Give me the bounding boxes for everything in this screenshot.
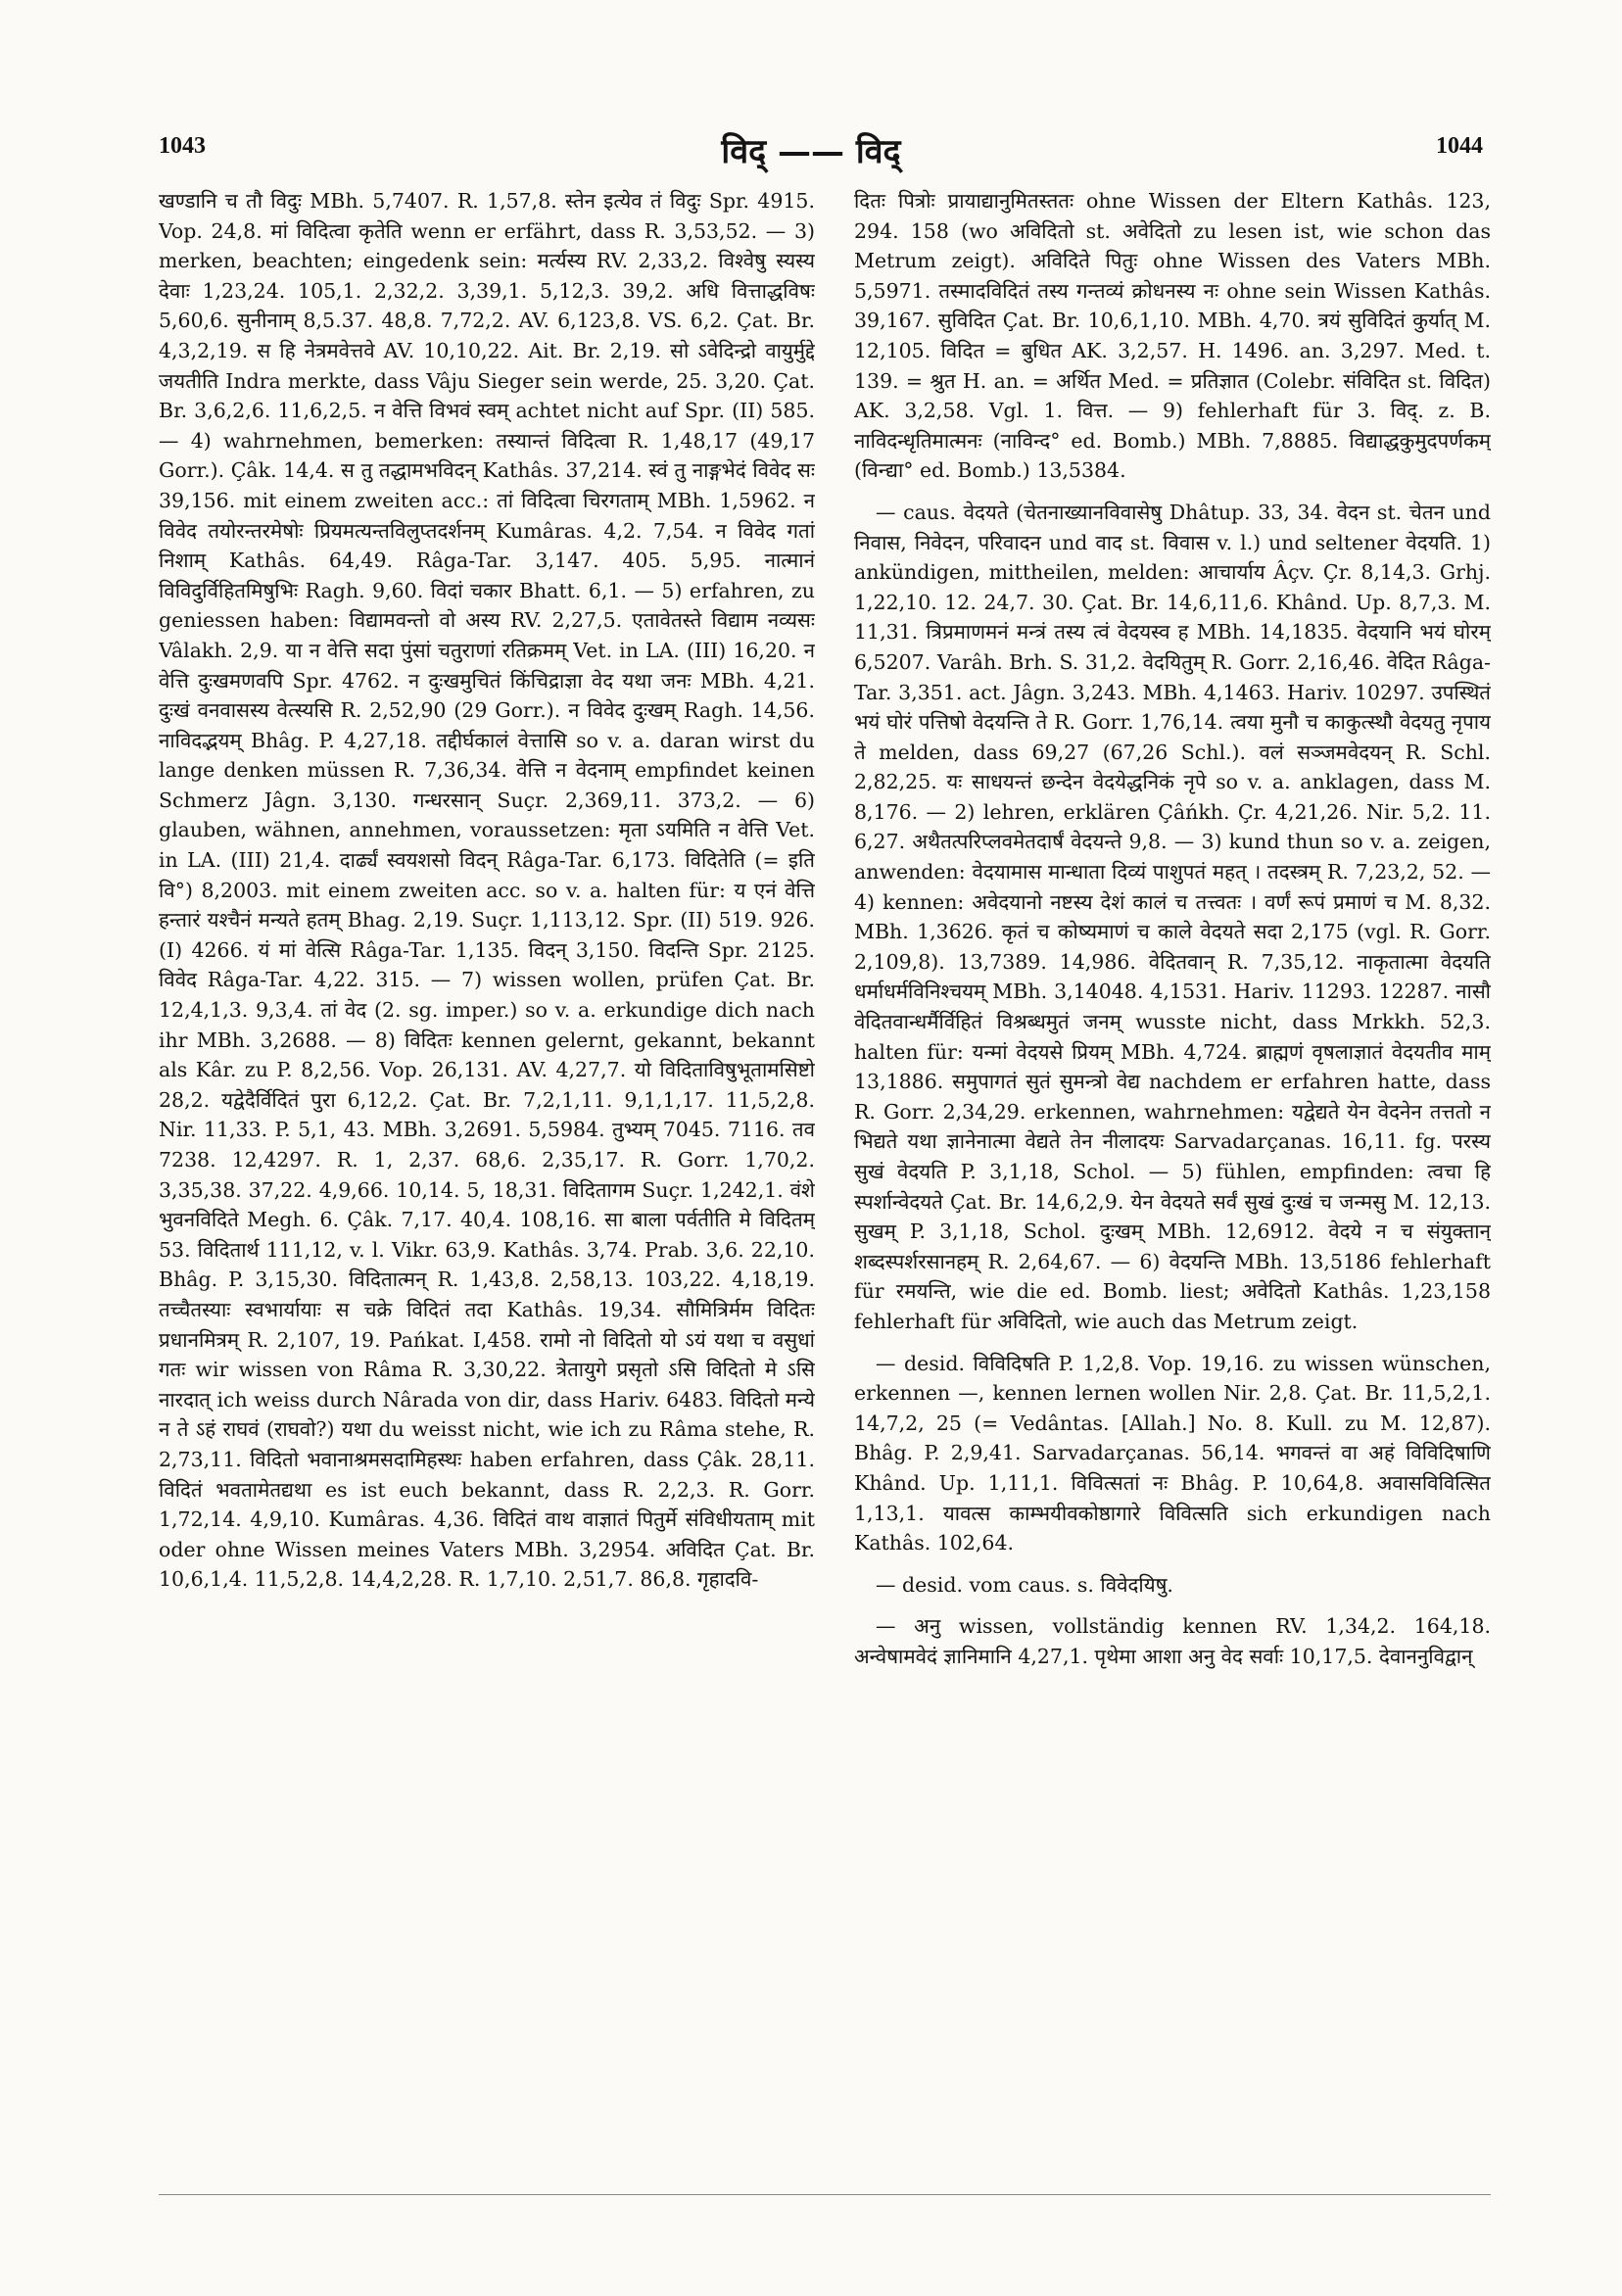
running-head: विद् —— विद् xyxy=(721,132,901,171)
page-number-left: 1043 xyxy=(159,133,206,159)
anu-entry: — अनु wissen, vollständig kennen RV. 1,34,2. 164,18. अन्वेषामवेदं ज्ञानिमानि 4,27,1. पृथेमा आशा अनु वेद सर्वाः 10,17,5. देवाननुविद्वान् xyxy=(854,1614,1491,1668)
causative-entry: — caus. वेदयते (चेतनाख्यानविवासेषु Dhâtup. 33, 34. वेदन st. चेतन und निवास, निवेदन, परिवादन und वाद st. विवास v. l.) und seltener वेदयति. 1) ankündigen, mittheilen, melden: आचार्याय Âçv. Çr. 8,14,3. Grhj. 1,22,10. 12. 24,7. 30. Çat. Br. 14,6,11,6. Khând. Up. 8,7,3. M. 11,31. त्रिप्रमाणमनं मन्त्रं तस्य त्वं वेदयस्व ह MBh. 14,1835. वेदयानि भयं घोरम् 6,5207. Varâh. Brh. S. 31,2. वेदयितुम् R. Gorr. 2,16,46. वेदित Râga-Tar. 3,351. act. Jâgn. 3,243. MBh. 4,1463. Hariv. 10297. उपस्थितं भयं घोरं पत्तिषो वेदयन्ति ते R. Gorr. 1,76,14. त्वया मुनौ च काकुत्स्थौ वेदयतु नृपाय ते melden, dass 69,27 (67,26 Schl.). वलं सञ्जमवेदयन् R. Schl. 2,82,25. यः साधयन्तं छन्देन वेदयेद्धनिकं नृपे so v. a. anklagen, dass M. 8,176. — 2) lehren, erklären Çâńkh. Çr. 4,21,26. Nir. 5,2. 11. 6,27. अथैतत्परिप्लवमेतदार्षं वेदयन्ते 9,8. — 3) kund thun so v. a. zeigen, anwenden: वेदयामास मान्धाता दिव्यं पाशुपतं महत् । तदस्त्रम् R. 7,23,2, 52. — 4) kennen: अवेदयानो नष्टस्य देशं कालं च तत्त्वतः । वर्णं रूपं प्रमाणं च M. 8,32. MBh. 1,3626. कृतं च कोष्यमाणं च काले वेदयते सदा 2,175 (vgl. R. Gorr. 2,109,8). 13,7389. 14,986. वेदितवान् R. 7,35,12. नाकृतात्मा वेदयति धर्माधर्मविनिश्चयम् MBh. 3,14048. 4,1531. Hariv. 11293. 12287. नासौ वेदितवान्धर्मैर्विहितं विश्रब्धमुतं जनम् wusste nicht, dass Mrkkh. 52,3. halten für: यन्मां वेदयसे प्रियम् MBh. 4,724. ब्राह्मणं वृषलाज्ञातं वेदयतीव माम् 13,1886. समुपागतं सुतं सुमन्त्रो वेद्य nachdem er erfahren hatte, dass R. Gorr. 2,34,29. erkennen, wahrnehmen: यद्वेद्यते येन वेदनेन तत्ततो न भिद्यते यथा ज्ञानेनात्मा वेद्यते तेन नीलादयः Sarvadarçanas. 16,11. fg. परस्य सुखं वेदयति P. 3,1,18, Schol. — 5) fühlen, empfinden: त्वचा हि स्पर्शान्वेदयते Çat. Br. 14,6,2,9. येन वेदयते सर्वं सुखं दुःखं च जन्मसु M. 12,13. सुखम् P. 3,1,18, Schol. दुःखम् MBh. 12,6912. वेदये न च संयुक्तान् शब्दस्पर्शरसानहम् R. 2,64,67. — 6) वेदयन्ति MBh. 13,5186 fehlerhaft für रमयन्ति, wie die ed. Bomb. liest; अवेदितो Kathâs. 1,23,158 fehlerhaft für अविदितो, wie auch das Metrum zeigt. xyxy=(854,500,1491,1333)
page-number-right: 1044 xyxy=(1436,133,1483,159)
left-column xyxy=(159,186,815,2184)
left-paragraph: खण्डानि च तौ विदुः MBh. 5,7407. R. 1,57,8. स्तेन इत्येव तं विदुः Spr. 4915. Vop. 24,8. मां विदित्वा कृतेति wenn er erfährt, dass R. 3,53,52. — 3) merken, beachten; eingedenk sein: मर्त्यस्य RV. 2,33,2. विश्वेषु स्यस्य देवाः 1,23,24. 105,1. 2,32,2. 3,39,1. 5,12,3. 39,2. अधि वित्ताद्धविषः 5,60,6. सुनीनाम् 8,5.37. 48,8. 7,72,2. AV. 6,123,8. VS. 6,2. Çat. Br. 4,3,2,19. स हि नेत्रमवेत्तवे AV. 10,10,22. Ait. Br. 2,19. सो ऽवेदिन्द्रो वायुर्मुद्दे जयतीति Indra merkte, dass Vâju Sieger sein werde, 25. 3,20. Çat. Br. 3,6,2,6. 11,6,2,5. न वेत्ति विभवं स्वम् achtet nicht auf Spr. (II) 585. — 4) wahrnehmen, bemerken: तस्यान्तं विदित्वा R. 1,48,17 (49,17 Gorr.). Çâk. 14,4. स तु तद्धामभविदन् Kathâs. 37,214. स्वं तु नाङ्गभेदं विवेद सः 39,156. mit einem zweiten acc.: तां विदित्वा चिरगताम् MBh. 1,5962. न विवेद तयोरन्तरमेषोः प्रियमत्यन्तविलुप्तदर्शनम् Kumâras. 4,2. 7,54. न विवेद गतां निशाम् Kathâs. 64,49. Râga-Tar. 3,147. 405. 5,95. नात्मानं विविदुर्विहितमिषुभिः Ragh. 9,60. विदां चकार Bhatt. 6,1. — 5) erfahren, zu geniessen haben: विद्यामवन्तो वो अस्य RV. 2,27,5. एतावेतस्ते विद्याम नव्यसः Vâlakh. 2,9. या न वेत्ति सदा पुंसां चतुराणां रतिक्रमम् Vet. in LA. (III) 16,20. न वेत्ति दुःखमणवपि Spr. 4762. न दुःखमुचितं किंचिद्राज्ञा वेद यथा जनः MBh. 4,21. दुःखं वनवासस्य वेत्स्यसि R. 2,52,90 (29 Gorr.). न विवेद दुःखम् Ragh. 14,56. नाविदद्भयम् Bhâg. P. 4,27,18. तद्दीर्घकालं वेत्तासि so v. a. daran wirst du lange denken müssen R. 7,36,34. वेत्ति न वेदनाम् empfindet keinen Schmerz Jâgn. 3,130. गन्धरसान् Suçr. 2,369,11. 373,2. — 6) glauben, wähnen, annehmen, voraussetzen: मृता ऽयमिति न वेत्ति Vet. in LA. (III) 21,4. दार्ढ्यं स्वयशसो विदन् Râga-Tar. 6,173. विदितेति (= इति वि°) 8,2003. mit einem zweiten acc. so v. a. halten für: य एनं वेत्ति हन्तारं यश्चैनं मन्यते हतम् Bhag. 2,19. Suçr. 1,113,12. Spr. (II) 519. 926. (I) 4266. यं मां वेत्सि Râga-Tar. 1,135. विदन् 3,150. विदन्ति Spr. 2125. विवेद Râga-Tar. 4,22. 315. — 7) wissen wollen, prüfen Çat. Br. 12,4,1,3. 9,3,4. तां वेद (2. sg. imper.) so v. a. erkundige dich nach ihr MBh. 3,2688. — 8) विदितः kennen gelernt, gekannt, bekannt als Kâr. zu P. 8,2,56. Vop. 26,131. AV. 4,27,7. यो विदिताविषुभूतामसिष्टो 28,2. यद्वेदैर्विदितं पुरा 6,12,2. Çat. Br. 7,2,1,11. 9,1,1,17. 11,5,2,8. Nir. 11,33. P. 5,1, 43. MBh. 3,2691. 5,5984. तुभ्यम् 7045. 7116. तव 7238. 12,4297. R. 1, 2,37. 68,6. 2,35,17. R. Gorr. 1,70,2. 3,35,38. 37,22. 4,9,66. 10,14. 5, 18,31. विदितागम Suçr. 1,242,1. वंशे भुवनविदिते Megh. 6. Çâk. 7,17. 40,4. 108,16. सा बाला पर्वतीति मे विदितम् 53. विदितार्थ 111,12, v. l. Vikr. 63,9. Kathâs. 3,74. Prab. 3,6. 22,10. Bhâg. P. 3,15,30. विदितात्मन् R. 1,43,8. 2,58,13. 103,22. 4,18,19. तच्चैतस्याः स्वभार्यायाः स चक्रे विदितं तदा Kathâs. 19,34. सौमित्रिर्मम विदितः प्रधानमित्रम् R. 2,107, 19. Pańkat. I,458. रामो नो विदितो यो ऽयं यथा च वसुधां गतः wir wissen von Râma R. 3,30,22. त्रेतायुगे प्रसृतो ऽसि विदितो मे ऽसि नारदात् ich weiss durch Nârada von dir, dass Hariv. 6483. विदितो मन्ये न ते ऽहं राघवं (राघवो?) यथा du weisst nicht, wie ich zu Râma stehe, R. 2,73,11. विदितो भवानाश्रमसदामिहस्थः haben erfahren, dass Çâk. 28,11. विदितं भवतामेतद्यथा es ist euch bekannt, dass R. 2,2,3. R. Gorr. 1,72,14. 4,9,10. Kumâras. 4,36. विदितं वाथ वाज्ञातं पितुर्मे संविधीयताम् mit oder ohne Wissen meines Vaters MBh. 3,2954. अविदित Çat. Br. 10,6,1,4. 11,5,2,8. 14,4,2,28. R. 1,7,10. 2,51,7. 86,8. गृहादवि- xyxy=(159,189,815,1592)
right-column xyxy=(854,186,1491,2184)
desiderative-entry: — desid. विविदिषति P. 1,2,8. Vop. 19,16. zu wissen wünschen, erkennen —, kennen lernen wollen Nir. 2,8. Çat. Br. 11,5,2,1. 14,7,2, 25 (= Vedântas. [Allah.] No. 8. Kull. zu M. 12,87). Bhâg. P. 2,9,41. Sarvadarçanas. 56,14. भगवन्तं वा अहं विविदिषाणि Khând. Up. 1,11,1. विवित्सतां नः Bhâg. P. 10,64,8. अवासविवित्सित 1,13,1. यावत्स काम्भयीवकोष्ठागारे विवित्सति sich erkundigen nach Kathâs. 102,64. xyxy=(854,1351,1491,1555)
desiderative-causative-entry: — desid. vom caus. s. विवेदयिषु. xyxy=(876,1572,1173,1597)
bottom-rule xyxy=(159,2194,1491,2195)
right-paragraph: दितः पित्रोः प्रायाद्यानुमितस्ततः ohne Wissen der Eltern Kathâs. 123, 294. 158 (wo अविदितो st. अवेदितो zu lesen ist, wie schon das Metrum zeigt). अविदिते पितुः ohne Wissen des Vaters MBh. 5,5971. तस्मादविदितं तस्य गन्तव्यं क्रोधनस्य नः ohne sein Wissen Kathâs. 39,167. सुविदित Çat. Br. 10,6,1,10. MBh. 4,70. त्रयं सुविदितं कुर्यात् M. 12,105. विदित = बुधित AK. 3,2,57. H. 1496. an. 3,297. Med. t. 139. = श्रुत H. an. = अर्थित Med. = प्रतिज्ञात (Colebr. संविदित st. विदित) AK. 3,2,58. Vgl. 1. वित्त. — 9) fehlerhaft für 3. विद्. z. B. नाविदन्धृतिमात्मनः (नाविन्द° ed. Bomb.) MBh. 7,8885. विद्याद्धकुमुदपर्णकम् (विन्द्या° ed. Bomb.) 13,5384. xyxy=(854,189,1491,483)
